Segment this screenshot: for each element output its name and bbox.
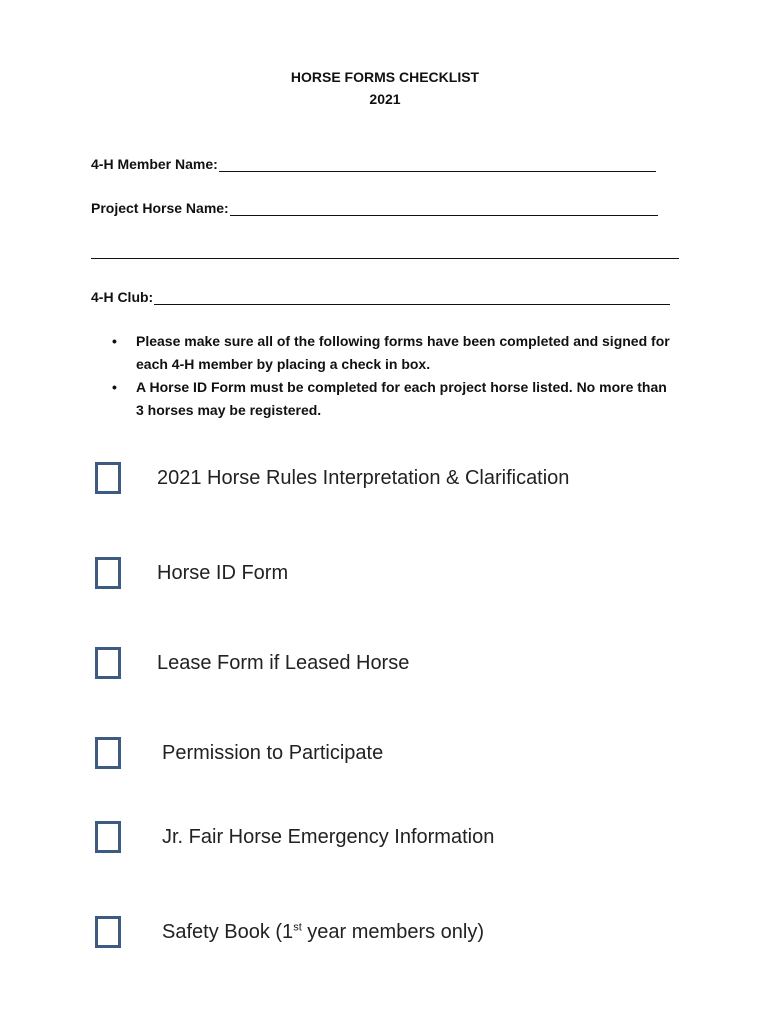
instruction-item — [110, 330, 670, 376]
checkbox[interactable] — [95, 821, 121, 853]
club-line[interactable] — [154, 290, 670, 305]
member-name-line[interactable] — [219, 157, 656, 172]
checklist-item-label: Lease Form if Leased Horse — [157, 651, 410, 674]
checkbox[interactable] — [95, 557, 121, 589]
checklist-item-permission — [95, 737, 383, 769]
checklist-item-label: Jr. Fair Horse Emergency Information — [162, 825, 495, 848]
safety-book-suffix: year members only) — [301, 920, 485, 943]
checklist-item-horse-id — [95, 557, 288, 589]
club-field[interactable] — [91, 289, 670, 305]
checklist-item-emergency — [95, 821, 494, 853]
checklist-item-label — [162, 921, 484, 944]
safety-book-sup: st — [293, 920, 302, 933]
title-year: 2021 — [369, 91, 401, 107]
checkbox[interactable] — [95, 647, 121, 679]
bullet-icon: • — [112, 379, 117, 395]
checklist-item-rules — [95, 462, 569, 494]
checkbox[interactable] — [95, 737, 121, 769]
project-horse-label: Project Horse Name: — [91, 200, 229, 216]
checklist-item-lease — [95, 647, 409, 679]
checklist-item-label: Permission to Participate — [162, 741, 384, 764]
project-horse-line[interactable] — [230, 201, 658, 216]
checklist-item-label: Horse ID Form — [157, 561, 289, 584]
instruction-text: Please make sure all of the following forms have been completed and signed for each 4-H member by placing a check in box. — [136, 333, 670, 372]
instructions-list — [110, 330, 670, 422]
instruction-item — [110, 376, 670, 422]
project-horse-field[interactable] — [91, 200, 658, 216]
bullet-icon: • — [112, 333, 117, 349]
member-name-label: 4-H Member Name: — [91, 156, 218, 172]
title-text: HORSE FORMS CHECKLIST — [290, 69, 480, 85]
checklist-item-safety-book — [95, 916, 484, 948]
safety-book-prefix: Safety Book (1 — [162, 920, 294, 943]
checklist-item-label: 2021 Horse Rules Interpretation & Clarification — [157, 466, 570, 489]
club-label: 4-H Club: — [91, 289, 154, 305]
member-name-field[interactable] — [91, 156, 656, 172]
project-horse-extra-line[interactable] — [91, 258, 679, 259]
checkbox[interactable] — [95, 916, 121, 948]
document-title — [0, 66, 770, 110]
instruction-text: A Horse ID Form must be completed for each project horse listed. No more than 3 horses may be registered. — [136, 379, 667, 418]
checkbox[interactable] — [95, 462, 121, 494]
